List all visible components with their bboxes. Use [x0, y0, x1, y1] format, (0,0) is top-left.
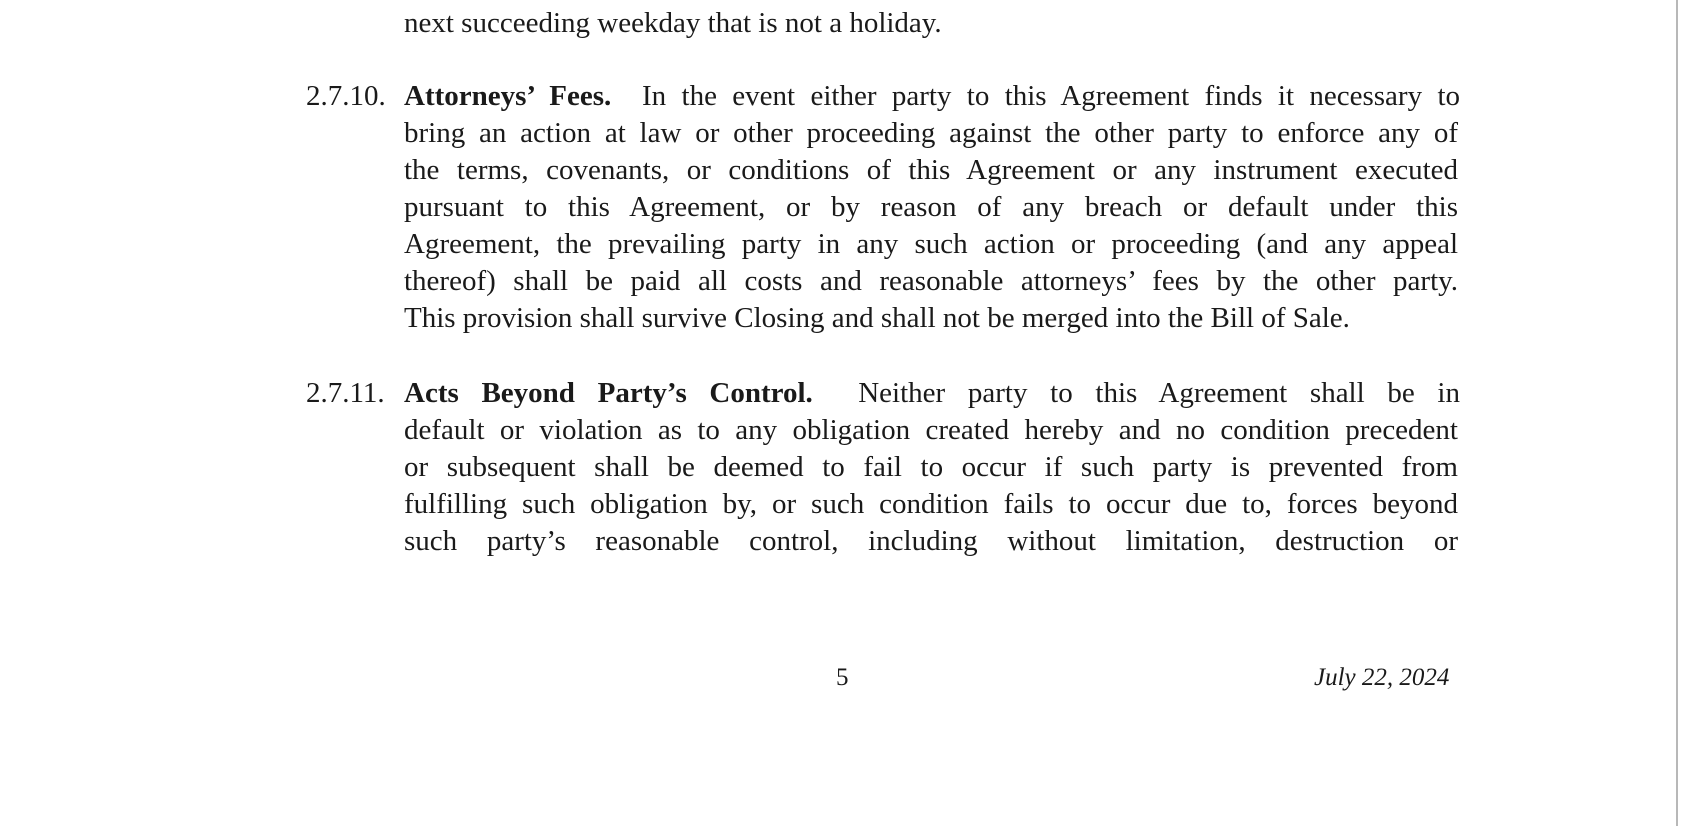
- section-text-line: pursuant to this Agreement, or by reason of any breach or default under this: [404, 191, 1458, 223]
- page-edge-divider: [1676, 0, 1678, 826]
- section-number: 2.7.11.: [306, 377, 385, 409]
- section-heading: Attorneys’ Fees.: [404, 80, 612, 112]
- section-text-line: default or violation as to any obligation created hereby and no condition precedent: [404, 414, 1458, 446]
- section-text-line: thereof) shall be paid all costs and reasonable attorneys’ fees by the other party.: [404, 265, 1458, 297]
- section-text: Neither party to this Agreement shall be in: [858, 377, 1460, 409]
- paragraph-continuation-line: next succeeding weekday that is not a holiday.: [404, 7, 942, 39]
- footer-date: July 22, 2024: [1314, 664, 1450, 691]
- section-text-line: This provision shall survive Closing and shall not be merged into the Bill of Sale.: [404, 302, 1350, 334]
- section-text: In the event either party to this Agreement finds it necessary to: [642, 80, 1460, 112]
- section-text-line: the terms, covenants, or conditions of this Agreement or any instrument executed: [404, 154, 1458, 186]
- section-number: 2.7.10.: [306, 80, 386, 112]
- page-number: 5: [836, 664, 849, 691]
- section-text-line: or subsequent shall be deemed to fail to occur if such party is prevented from: [404, 451, 1458, 483]
- section-text-line: bring an action at law or other proceeding against the other party to enforce any of: [404, 117, 1458, 149]
- section-first-line: [404, 79, 1460, 113]
- section-text-line: such party’s reasonable control, including without limitation, destruction or: [404, 525, 1458, 557]
- section-text-line: Agreement, the prevailing party in any such action or proceeding (and any appeal: [404, 228, 1458, 260]
- section-heading: Acts Beyond Party’s Control.: [404, 377, 813, 409]
- section-text-line: fulfilling such obligation by, or such condition fails to occur due to, forces beyond: [404, 488, 1458, 520]
- section-first-line: [404, 376, 1460, 410]
